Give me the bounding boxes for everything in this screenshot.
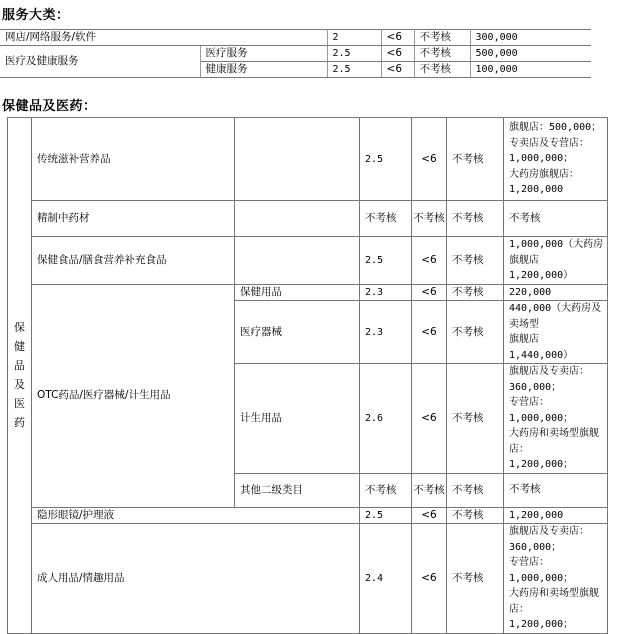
deposit-line: 大药房和卖场型旗舰店： <box>509 428 599 455</box>
assessment-cell: 不考核 <box>414 46 470 62</box>
deposit-cell <box>504 301 608 364</box>
group-label-char: 药 <box>14 416 25 430</box>
rate-cell: 2.6 <box>360 364 412 474</box>
assessment-cell: 不考核 <box>447 507 504 524</box>
deposit-cell <box>504 237 608 285</box>
condition-cell: <6 <box>381 46 414 62</box>
deposit-line: 220,000 <box>509 286 552 298</box>
deposit-line: 专营店：1,000,000； <box>509 557 574 584</box>
deposit-cell <box>504 524 608 634</box>
rate-cell: 2.5 <box>360 237 412 285</box>
deposit-line: 1,440,000） <box>509 349 574 361</box>
deposit-line: 大药房和卖场型旗舰店： <box>509 588 599 615</box>
rate-cell: 不考核 <box>360 201 412 237</box>
assessment-cell: 不考核 <box>447 201 504 237</box>
rate-cell: 2.4 <box>360 524 412 634</box>
deposit-line: 1,200,000 <box>509 509 564 521</box>
subcategory-cell: 医疗器械 <box>235 301 360 364</box>
deposit-cell <box>504 284 608 301</box>
rate-cell: 不考核 <box>360 473 412 507</box>
deposit-line: 旗舰店：500,000； <box>509 122 602 134</box>
rate-cell: 2.3 <box>360 301 412 364</box>
group-label-char: 及 <box>14 378 25 392</box>
group-label-char: 品 <box>14 359 25 373</box>
rate-cell: 2.3 <box>360 284 412 301</box>
category-cell: 医疗及健康服务 <box>0 46 200 78</box>
deposit-line: 专营店：1,000,000； <box>509 397 574 424</box>
table-row <box>8 118 608 201</box>
condition-cell: <6 <box>381 30 414 46</box>
group-label <box>8 318 31 432</box>
table-row <box>8 507 608 524</box>
deposit-cell <box>504 201 608 237</box>
assessment-cell: 不考核 <box>414 30 470 46</box>
deposit-line: 360,000； <box>509 541 562 553</box>
condition-cell: 不考核 <box>412 473 447 507</box>
condition-cell: <6 <box>412 507 447 524</box>
subcategory-cell <box>235 237 360 285</box>
category-cell: 精制中药材 <box>32 201 235 237</box>
subcategory-cell: 计生用品 <box>235 364 360 474</box>
deposit-line: 1,200,000） <box>509 270 574 281</box>
condition-cell: <6 <box>381 62 414 78</box>
category-cell: 网店/网络服务/软件 <box>0 30 327 46</box>
table-row <box>8 284 608 301</box>
assessment-cell: 不考核 <box>414 62 470 78</box>
assessment-cell: 不考核 <box>447 473 504 507</box>
health-products-table <box>7 117 608 634</box>
deposit-cell <box>504 473 608 507</box>
rate-cell: 2.5 <box>360 118 412 201</box>
category-cell: 成人用品/情趣用品 <box>32 524 360 634</box>
assessment-cell: 不考核 <box>447 284 504 301</box>
category-cell: 隐形眼镜/护理液 <box>32 507 360 524</box>
deposit-line: 专卖店及专营店： <box>509 137 589 149</box>
services-table <box>0 29 591 78</box>
deposit-line: 大药房旗舰店：1,200,000 <box>509 168 579 196</box>
assessment-cell: 不考核 <box>447 237 504 285</box>
category-cell: 保健食品/膳食营养补充食品 <box>32 237 235 285</box>
subcategory-cell: 医疗服务 <box>200 46 327 62</box>
table-row <box>8 524 608 634</box>
rate-cell: 2.5 <box>327 46 381 62</box>
group-label-char: 医 <box>14 397 25 411</box>
table-row <box>8 237 608 285</box>
deposit-line: 1,000,000； <box>509 153 574 165</box>
group-label-char: 健 <box>14 340 25 354</box>
condition-cell: <6 <box>412 301 447 364</box>
health-heading: 保健品及医药： <box>2 99 97 114</box>
condition-cell: <6 <box>412 364 447 474</box>
subcategory-cell: 保健用品 <box>235 284 360 301</box>
rate-cell: 2.5 <box>327 62 381 78</box>
subcategory-cell: 其他二级类目 <box>235 473 360 507</box>
assessment-cell: 不考核 <box>447 301 504 364</box>
deposit-cell: 100,000 <box>470 62 591 78</box>
assessment-cell: 不考核 <box>447 118 504 201</box>
deposit-cell <box>504 118 608 201</box>
condition-cell: <6 <box>412 237 447 285</box>
condition-cell: <6 <box>412 118 447 201</box>
deposit-line: 440,000（大药房及卖场型 <box>509 303 602 330</box>
group-label-char: 保 <box>14 321 25 335</box>
deposit-cell <box>504 507 608 524</box>
condition-cell: 不考核 <box>412 201 447 237</box>
condition-cell: <6 <box>412 524 447 634</box>
assessment-cell: 不考核 <box>447 524 504 634</box>
rate-cell: 2.5 <box>360 507 412 524</box>
deposit-line: 旗舰店及专卖店： <box>509 526 589 537</box>
deposit-line: 不考核 <box>509 211 541 224</box>
deposit-cell <box>504 364 608 474</box>
category-cell: 传统滋补营养品 <box>32 118 235 201</box>
assessment-cell: 不考核 <box>447 364 504 474</box>
rate-cell: 2 <box>327 30 381 46</box>
table-row <box>0 30 591 46</box>
subcategory-cell <box>235 201 360 237</box>
table-row <box>8 201 608 237</box>
deposit-line: 1,200,000； <box>509 619 574 630</box>
table-row <box>0 46 591 62</box>
deposit-cell: 500,000 <box>470 46 591 62</box>
condition-cell: <6 <box>412 284 447 301</box>
deposit-line: 1,000,000（大药房旗舰店 <box>509 239 604 266</box>
subcategory-cell: 健康服务 <box>200 62 327 78</box>
deposit-line: 360,000； <box>509 381 562 393</box>
deposit-line: 1,200,000； <box>509 459 574 470</box>
group-label-cell <box>8 118 32 634</box>
deposit-line: 不考核 <box>509 483 541 496</box>
category-cell: OTC药品/医疗器械/计生用品 <box>32 284 235 507</box>
deposit-line: 旗舰店及专卖店： <box>509 366 589 377</box>
subcategory-cell <box>235 118 360 201</box>
services-heading: 服务大类： <box>2 8 70 23</box>
deposit-cell: 300,000 <box>470 30 591 46</box>
deposit-line: 旗舰店 <box>509 334 539 345</box>
